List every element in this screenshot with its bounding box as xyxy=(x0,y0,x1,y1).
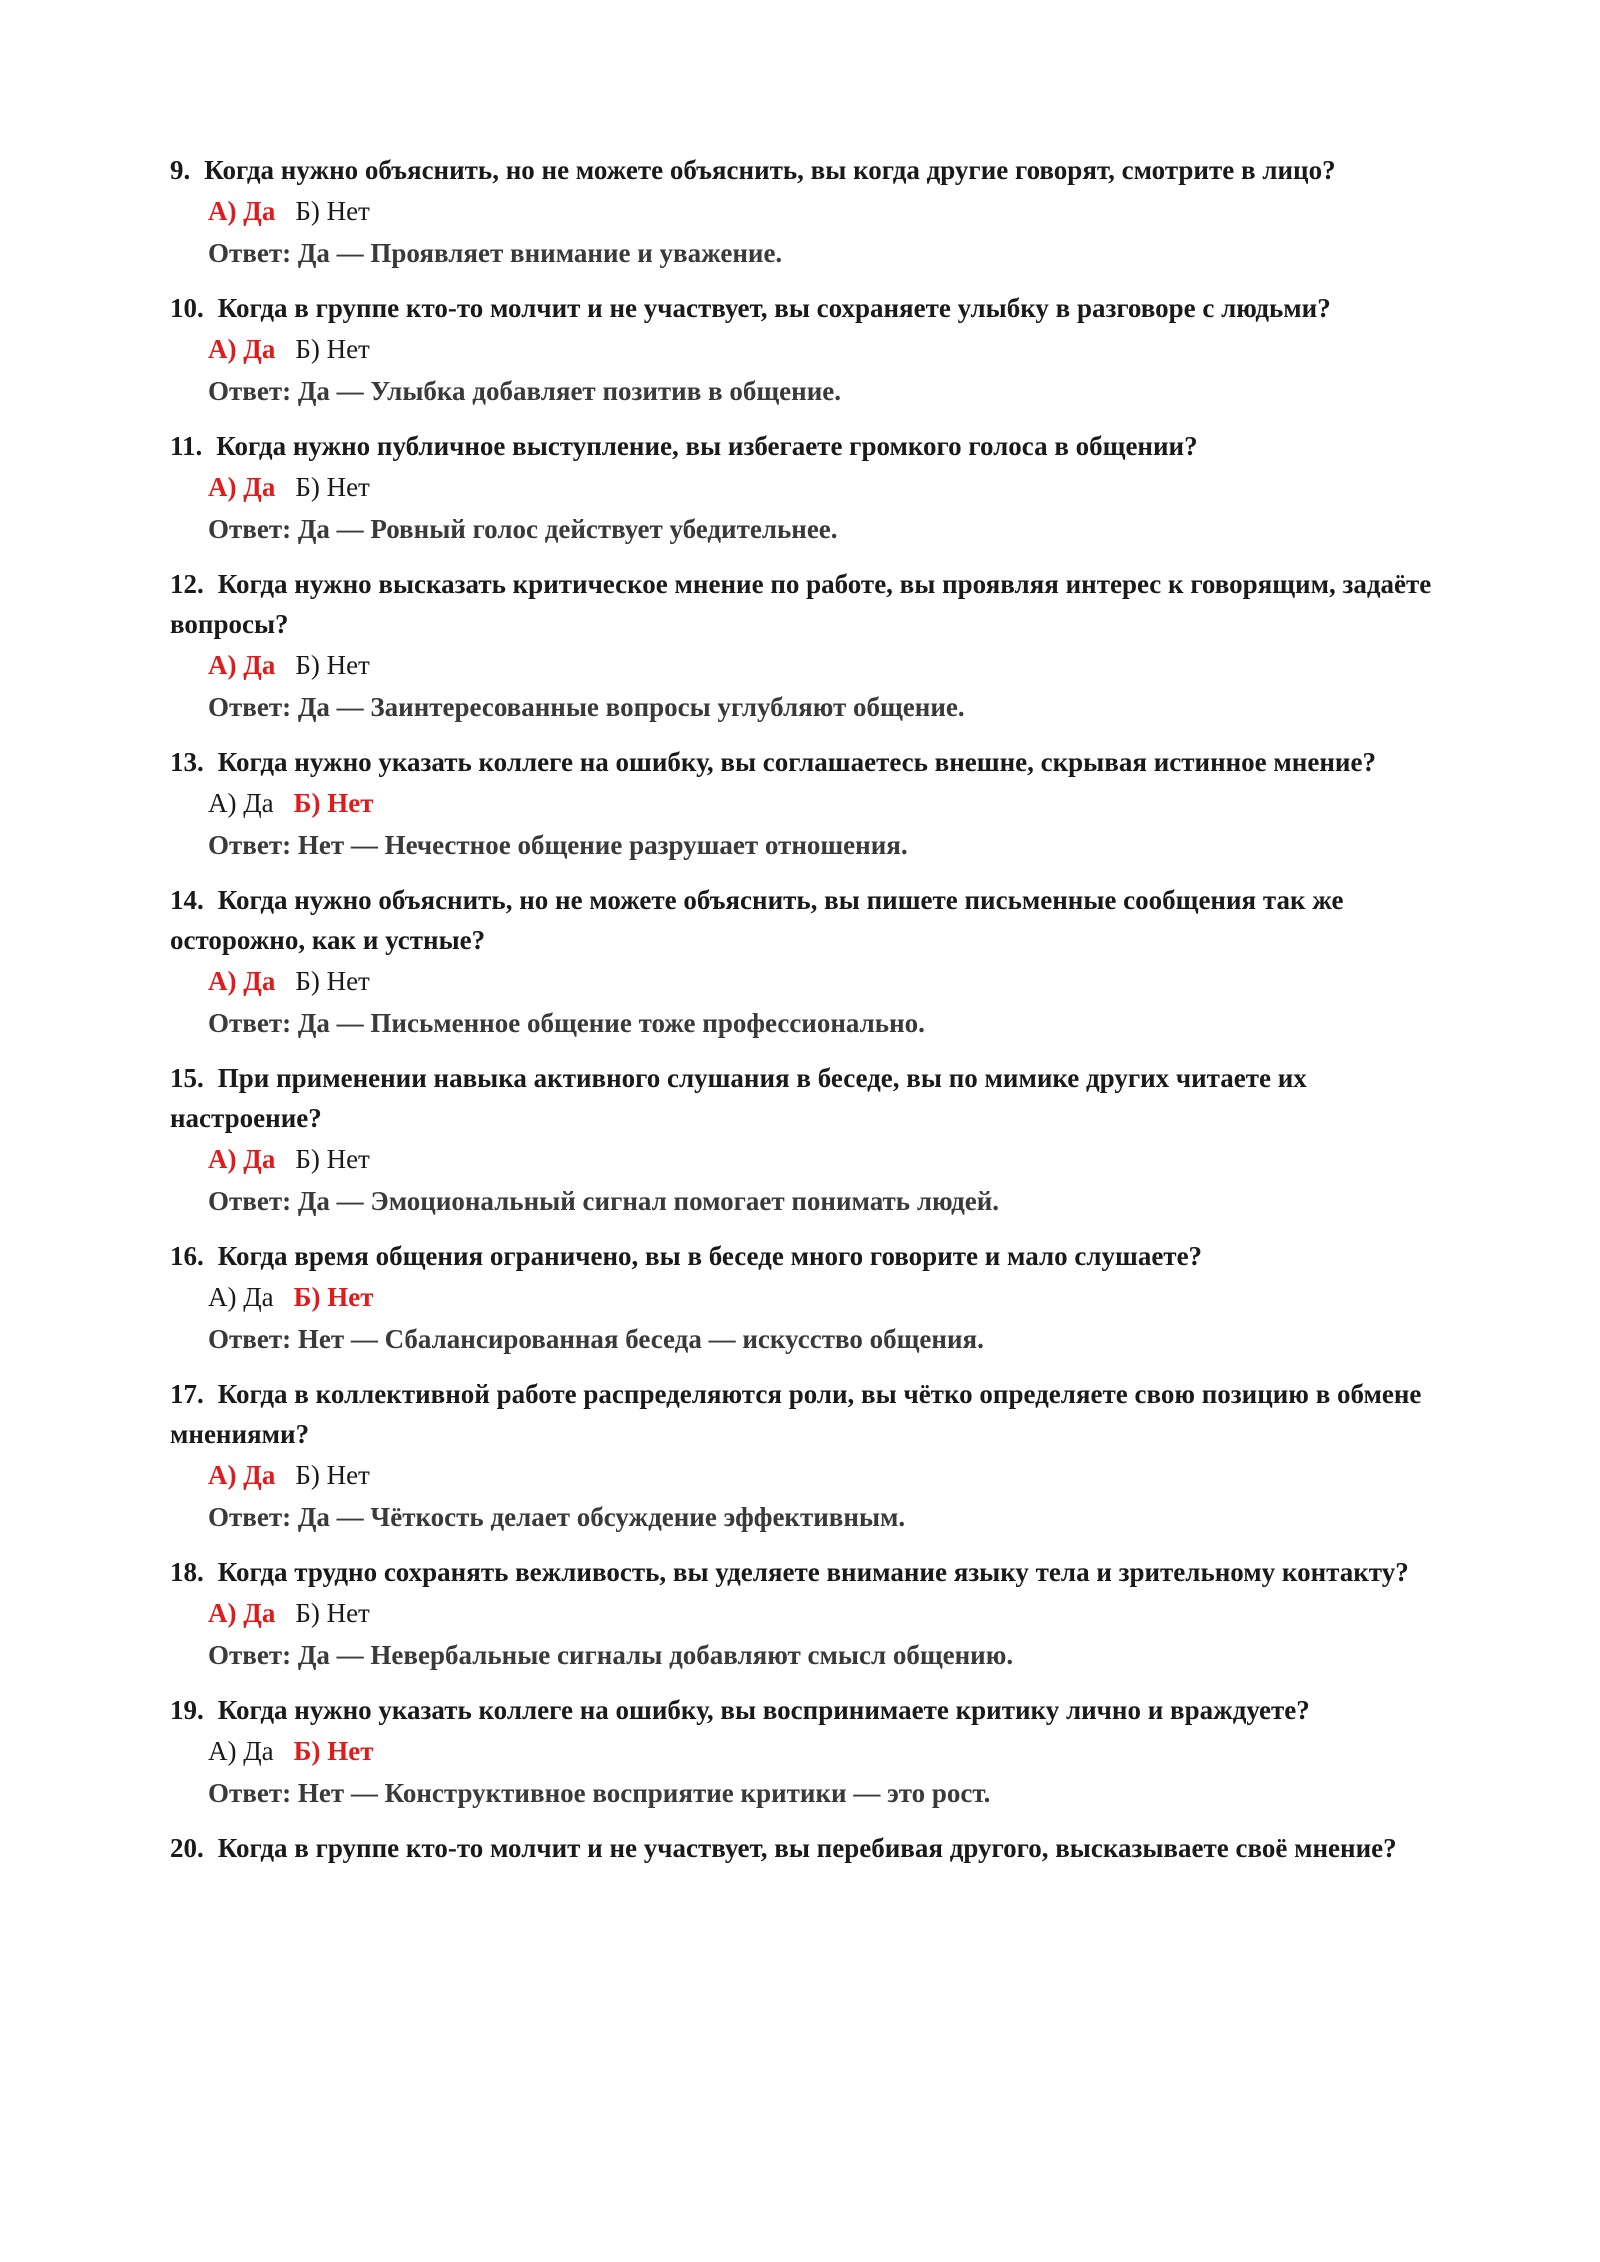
question-text xyxy=(170,1058,1450,1138)
answer-options xyxy=(208,1454,1450,1496)
question-body: Когда нужно объяснить, но не можете объяснить, вы когда другие говорят, смотрите в лицо? xyxy=(204,155,1336,185)
question-body: Когда нужно указать коллеге на ошибку, вы соглашаетесь внешне, скрывая истинное мнение? xyxy=(217,747,1376,777)
option: Б) Нет xyxy=(295,1144,370,1174)
question-block xyxy=(170,564,1450,728)
question-text xyxy=(170,1374,1450,1454)
answer-explanation: Ответ: Да — Проявляет внимание и уважение. xyxy=(208,238,783,268)
option-correct: А) Да xyxy=(208,650,276,680)
answer-explanation: Ответ: Да — Невербальные сигналы добавляют смысл общению. xyxy=(208,1640,1014,1670)
option-correct: А) Да xyxy=(208,1144,276,1174)
question-block xyxy=(170,288,1450,412)
spacer xyxy=(170,550,1450,564)
answer-explanation: Ответ: Нет — Конструктивное восприятие критики — это рост. xyxy=(208,1778,991,1808)
question-number: 17. xyxy=(170,1379,204,1409)
question-text xyxy=(170,880,1450,960)
question-number: 13. xyxy=(170,747,204,777)
question-text xyxy=(170,150,1450,190)
option: Б) Нет xyxy=(295,472,370,502)
spacer xyxy=(170,1360,1450,1374)
answer-options xyxy=(208,466,1450,508)
option: А) Да xyxy=(208,788,274,818)
question-body: Когда нужно указать коллеге на ошибку, вы воспринимаете критику лично и враждуете? xyxy=(217,1695,1310,1725)
question-number: 18. xyxy=(170,1557,204,1587)
question-block xyxy=(170,742,1450,866)
answer-options xyxy=(208,960,1450,1002)
option: Б) Нет xyxy=(295,196,370,226)
answer-explanation: Ответ: Да — Письменное общение тоже профессионально. xyxy=(208,1008,925,1038)
spacer xyxy=(170,1814,1450,1828)
question-text xyxy=(170,1552,1450,1592)
answer-explanation: Ответ: Да — Заинтересованные вопросы углубляют общение. xyxy=(208,692,965,722)
option-correct: Б) Нет xyxy=(293,788,374,818)
question-number: 20. xyxy=(170,1833,204,1863)
question-block xyxy=(170,1828,1450,1868)
question-number: 9. xyxy=(170,155,191,185)
option-correct: А) Да xyxy=(208,334,276,364)
question-block xyxy=(170,1236,1450,1360)
question-block xyxy=(170,880,1450,1044)
question-block xyxy=(170,1374,1450,1538)
option: Б) Нет xyxy=(295,1598,370,1628)
question-number: 19. xyxy=(170,1695,204,1725)
answer-options xyxy=(208,644,1450,686)
answer-options xyxy=(208,1592,1450,1634)
question-body: Когда нужно публичное выступление, вы избегаете громкого голоса в общении? xyxy=(216,431,1198,461)
answer-explanation: Ответ: Да — Улыбка добавляет позитив в общение. xyxy=(208,376,842,406)
answer-explanation: Ответ: Да — Чёткость делает обсуждение эффективным. xyxy=(208,1502,906,1532)
option-correct: А) Да xyxy=(208,1460,276,1490)
question-number: 16. xyxy=(170,1241,204,1271)
question-body: Когда в группе кто-то молчит и не участвует, вы сохраняете улыбку в разговоре с людьми? xyxy=(217,293,1331,323)
option: Б) Нет xyxy=(295,1460,370,1490)
question-text xyxy=(170,426,1450,466)
question-block xyxy=(170,1690,1450,1814)
question-block xyxy=(170,1058,1450,1222)
answer-options xyxy=(208,328,1450,370)
spacer xyxy=(170,866,1450,880)
question-block xyxy=(170,426,1450,550)
option-correct: А) Да xyxy=(208,966,276,996)
option-correct: А) Да xyxy=(208,1598,276,1628)
question-body: Когда в коллективной работе распределяются роли, вы чётко определяете свою позицию в обмене мнениями? xyxy=(170,1379,1422,1449)
option: А) Да xyxy=(208,1736,274,1766)
answer-options xyxy=(208,1276,1450,1318)
spacer xyxy=(170,274,1450,288)
answer-explanation: Ответ: Нет — Сбалансированная беседа — искусство общения. xyxy=(208,1324,984,1354)
option: Б) Нет xyxy=(295,334,370,364)
question-body: Когда в группе кто-то молчит и не участвует, вы перебивая другого, высказываете своё мнение? xyxy=(217,1833,1397,1863)
spacer xyxy=(170,1538,1450,1552)
question-text xyxy=(170,1828,1450,1868)
document-page xyxy=(170,150,1450,1868)
option-correct: А) Да xyxy=(208,196,276,226)
option: А) Да xyxy=(208,1282,274,1312)
option-correct: А) Да xyxy=(208,472,276,502)
answer-options xyxy=(208,782,1450,824)
answer-explanation: Ответ: Да — Эмоциональный сигнал помогает понимать людей. xyxy=(208,1186,1000,1216)
option: Б) Нет xyxy=(295,650,370,680)
question-text xyxy=(170,1690,1450,1730)
answer-options xyxy=(208,1138,1450,1180)
question-body: При применении навыка активного слушания в беседе, вы по мимике других читаете их настроение? xyxy=(170,1063,1307,1133)
spacer xyxy=(170,1676,1450,1690)
question-text xyxy=(170,742,1450,782)
option: Б) Нет xyxy=(295,966,370,996)
answer-explanation: Ответ: Нет — Нечестное общение разрушает отношения. xyxy=(208,830,908,860)
question-text xyxy=(170,1236,1450,1276)
spacer xyxy=(170,412,1450,426)
spacer xyxy=(170,1222,1450,1236)
spacer xyxy=(170,1044,1450,1058)
option-correct: Б) Нет xyxy=(293,1282,374,1312)
question-number: 11. xyxy=(170,431,203,461)
question-block xyxy=(170,150,1450,274)
answer-options xyxy=(208,190,1450,232)
question-block xyxy=(170,1552,1450,1676)
question-number: 14. xyxy=(170,885,204,915)
option-correct: Б) Нет xyxy=(293,1736,374,1766)
answer-explanation: Ответ: Да — Ровный голос действует убедительнее. xyxy=(208,514,838,544)
question-number: 10. xyxy=(170,293,204,323)
question-body: Когда трудно сохранять вежливость, вы уделяете внимание языку тела и зрительному контакту? xyxy=(217,1557,1409,1587)
question-body: Когда нужно объяснить, но не можете объяснить, вы пишете письменные сообщения так же осторожно, как и устные? xyxy=(170,885,1344,955)
question-number: 15. xyxy=(170,1063,204,1093)
question-body: Когда время общения ограничено, вы в беседе много говорите и мало слушаете? xyxy=(217,1241,1203,1271)
question-text xyxy=(170,288,1450,328)
spacer xyxy=(170,728,1450,742)
question-number: 12. xyxy=(170,569,204,599)
answer-options xyxy=(208,1730,1450,1772)
question-text xyxy=(170,564,1450,644)
question-body: Когда нужно высказать критическое мнение по работе, вы проявляя интерес к говорящим, задаёте вопросы? xyxy=(170,569,1432,639)
